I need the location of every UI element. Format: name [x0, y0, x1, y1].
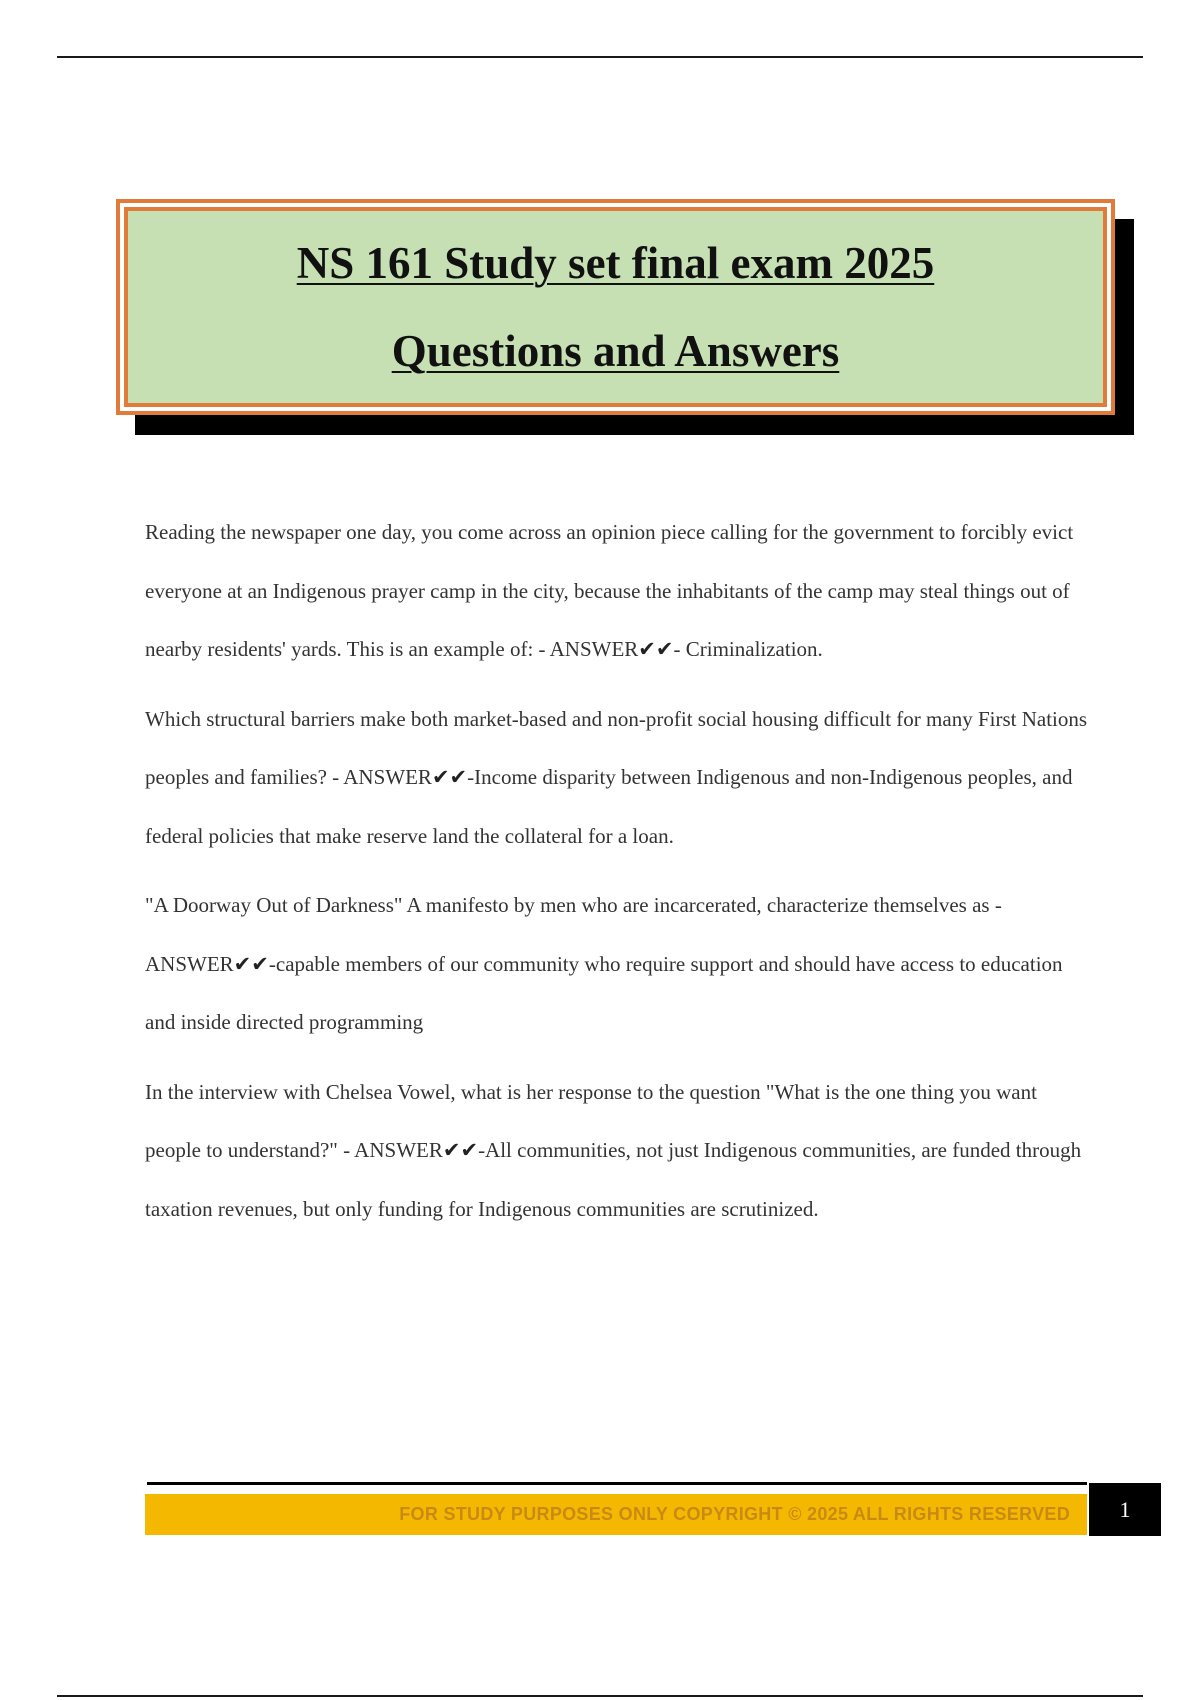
question-text: Which structural barriers make both market-based and non-profit social housing difficult for many First Nations peoples and families? - ANSWER	[145, 706, 1088, 789]
qa-item-1	[145, 503, 1095, 679]
answer-text: -All communities, not just Indigenous communities, are funded through taxation revenues, but only funding for Indigenous communities are scrutinized.	[145, 1138, 1082, 1221]
answer-text: -Income disparity between Indigenous and non-Indigenous peoples, and federal policies that make reserve land the collateral for a loan.	[145, 765, 1073, 848]
qa-item-3	[145, 876, 1095, 1052]
title-line-2: Questions and Answers	[391, 326, 840, 376]
qa-item-4	[145, 1063, 1095, 1239]
double-check-icon: ✔✔	[638, 637, 674, 661]
footer-band	[145, 1494, 1087, 1535]
double-check-icon: ✔✔	[233, 951, 269, 976]
top-rule	[57, 56, 1143, 58]
title-line-1: NS 161 Study set final exam 2025	[296, 238, 935, 288]
title-box	[116, 199, 1115, 415]
question-text: In the interview with Chelsea Vowel, what is her response to the question "What is the one thing you want people to understand?" - ANSWER	[145, 1079, 1037, 1162]
bottom-rule	[57, 1695, 1143, 1697]
footer-rule	[147, 1482, 1087, 1485]
double-check-icon: ✔✔	[442, 1138, 479, 1162]
answer-text: -capable members of our community who require support and should have access to education and inside directed programming	[145, 951, 1063, 1034]
answer-text: - Criminalization.	[673, 637, 823, 661]
page-number: 1	[1089, 1483, 1161, 1536]
title-box-inner	[124, 207, 1107, 407]
copyright-notice: FOR STUDY PURPOSES ONLY COPYRIGHT © 2025 ALL RIGHTS RESERVED	[399, 1504, 1070, 1524]
question-text: Reading the newspaper one day, you come across an opinion piece calling for the government to forcibly evict everyone at an Indigenous prayer camp in the city, because the inhabitants of the camp may steal things out of nearby residents' yards. This is an example of: - ANSWER	[145, 520, 1074, 661]
double-check-icon: ✔✔	[431, 765, 468, 789]
qa-item-2	[145, 690, 1095, 866]
qa-list	[145, 503, 1095, 1249]
question-text: "A Doorway Out of Darkness" A manifesto by men who are incarcerated, characterize themselves as - ANSWER	[145, 893, 1002, 976]
